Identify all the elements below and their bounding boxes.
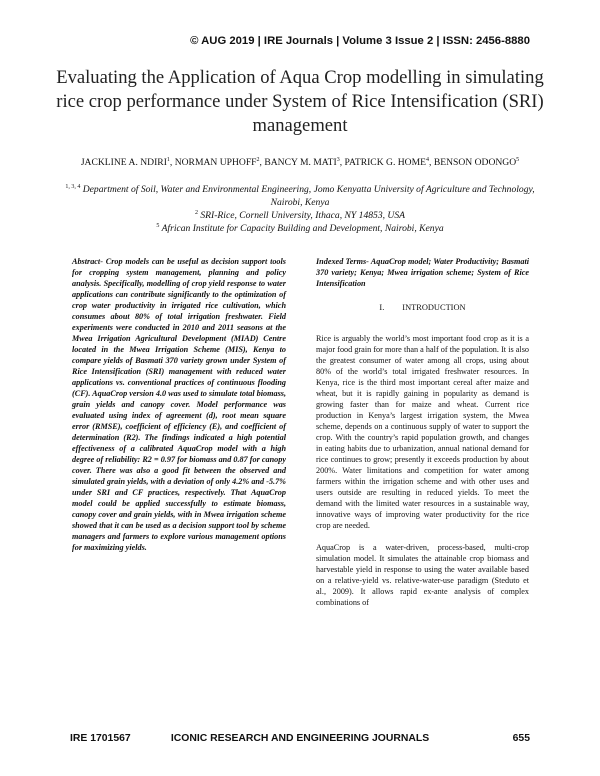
affiliation-mark: 2 [194, 209, 198, 216]
affiliation-line [50, 222, 550, 235]
author-name: BANCY M. MATI [264, 157, 337, 168]
paper-title: Evaluating the Application of Aqua Crop modelling in simulating rice crop performance under System of Rice Intensification (SRI) management [56, 67, 544, 136]
section-heading [316, 302, 529, 313]
author-affiliation-mark: 2 [256, 156, 260, 163]
abstract-text: Abstract- Crop models can be useful as decision support tools for cropping system management, planning and policy analysis. Specifically, modelling of crop yield response to water applications can contribute significantly to the optimization of crop water productivity in irrigated rice cultivation, which consumes about 80% of total irrigation freshwater. Field experiments were conducted in 2010 and 2011 seasons at the Mwea Irrigation Agricultural Development (MIAD) Centre located in the Mwea Irrigation Scheme (MIS), Kenya to compare yields of Basmati 370 variety grown under System of Rice Intensification (SRI) management with reduced water applications vs. conventional practices of continuous flooding (CF). AquaCrop version 4.0 was used to simulate total biomass, grain yields and canopy cover. Model performance was evaluated using index of agreement (d), root mean square error (RMSE), coefficient of efficiency (E), and coefficient of determination (R2). The findings indicated a high potential effectiveness of a calibrated AquaCrop model with a high degree of reliability: R2 = 0.97 for biomass and 0.87 for canopy cover. There was also a good fit between the observed and simulated grain yields, with a deviation of only 4.2% and -5.7% under SRI and CF practices, respectively. That AquaCrop model could be applied successfully to estimate biomass, canopy cover and grain yields, with in Mwea irrigation scheme showed that it can be used as a decision support tool by scheme managers and farmers to explore various management options for maximizing yields. [72, 257, 286, 552]
footer-journal-name: ICONIC RESEARCH AND ENGINEERING JOURNALS [170, 733, 430, 744]
page-footer [70, 733, 530, 747]
author-affiliation-mark: 4 [426, 156, 430, 163]
affiliation-text: Department of Soil, Water and Environmental Engineering, Jomo Kenyatta University of Agriculture and Technology, Nairobi, Kenya [82, 184, 535, 208]
affiliation-list [50, 183, 550, 235]
section-title: INTRODUCTION [402, 303, 466, 312]
body-paragraph: AquaCrop is a water-driven, process-based, multi-crop simulation model. It simulates the attainable crop biomass and harvestable yield in response to using the water available based on a relative-yield vs. relative-water-use paradigm (Steduto et al., 2009). It allows rapid ex-ante analysis of complex combinations of [316, 543, 529, 607]
affiliation-mark: 5 [156, 222, 160, 229]
footer-paper-id: IRE 1701567 [70, 733, 131, 744]
author-affiliation-mark: 3 [336, 156, 340, 163]
abstract-column [72, 256, 286, 553]
affiliation-line [50, 183, 550, 209]
body-paragraph: Rice is arguably the world’s most important food crop as it is a major food grain for more than a half of the population. It is also the greatest consumer of water among all crops, using about 80% of the world’s total irrigated freshwater resources. In Kenya, rice is the third most important cereal after maize and wheat, but it is rapidly gaining in popularity as demand is growing faster than for maize and wheat. Current rice production in Kenya’s largest irrigation system, the Mwea scheme, depends on a continuous supply of water to support the crop. With the country’s rapid population growth, and changes in eating habits due to urbanization, annual national demand for rice continues to grow; presently it exceeds production by about 200%. Water limitations and competition for water among farmers within the irrigation scheme and with other uses and users outside are resulting in reduced yields. To meet the demand with the limited water resources in a sustainable way, innovative ways of improving water productivity for the rice crop are needed. [316, 334, 529, 530]
affiliation-text: African Institute for Capacity Building and Development, Nairobi, Kenya [161, 223, 444, 234]
author-name: JACKLINE A. NDIRI [80, 157, 167, 168]
author-list: JACKLINE A. NDIRI$^1$, NORMAN UPHOFF$^2$, BANCY M. MATI$^3$, PATRICK G. HOME$^4$, BENSON ODONGO$^5$ [80, 156, 520, 168]
author-affiliation-mark: 5 [516, 156, 520, 163]
body-column [316, 256, 529, 608]
journal-header: © AUG 2019 | IRE Journals | Volume 3 Issue 2 | ISSN: 2456-8880 [190, 35, 530, 47]
affiliation-text: SRI-Rice, Cornell University, Ithaca, NY 14853, USA [200, 210, 406, 221]
section-number: I. [379, 303, 385, 312]
affiliation-line [50, 209, 550, 222]
author-name: BENSON ODONGO [433, 157, 517, 168]
author-name: PATRICK G. HOME [344, 157, 427, 168]
author-affiliation-mark: 1 [166, 156, 170, 163]
index-terms: Indexed Terms- AquaCrop model; Water Productivity; Basmati 370 variety; Kenya; Mwea irrigation scheme; System of Rice Intensification [316, 257, 529, 288]
affiliation-mark: 1, 3, 4 [65, 183, 81, 190]
page-number: 655 [512, 733, 530, 744]
author-name: NORMAN UPHOFF [174, 157, 257, 168]
